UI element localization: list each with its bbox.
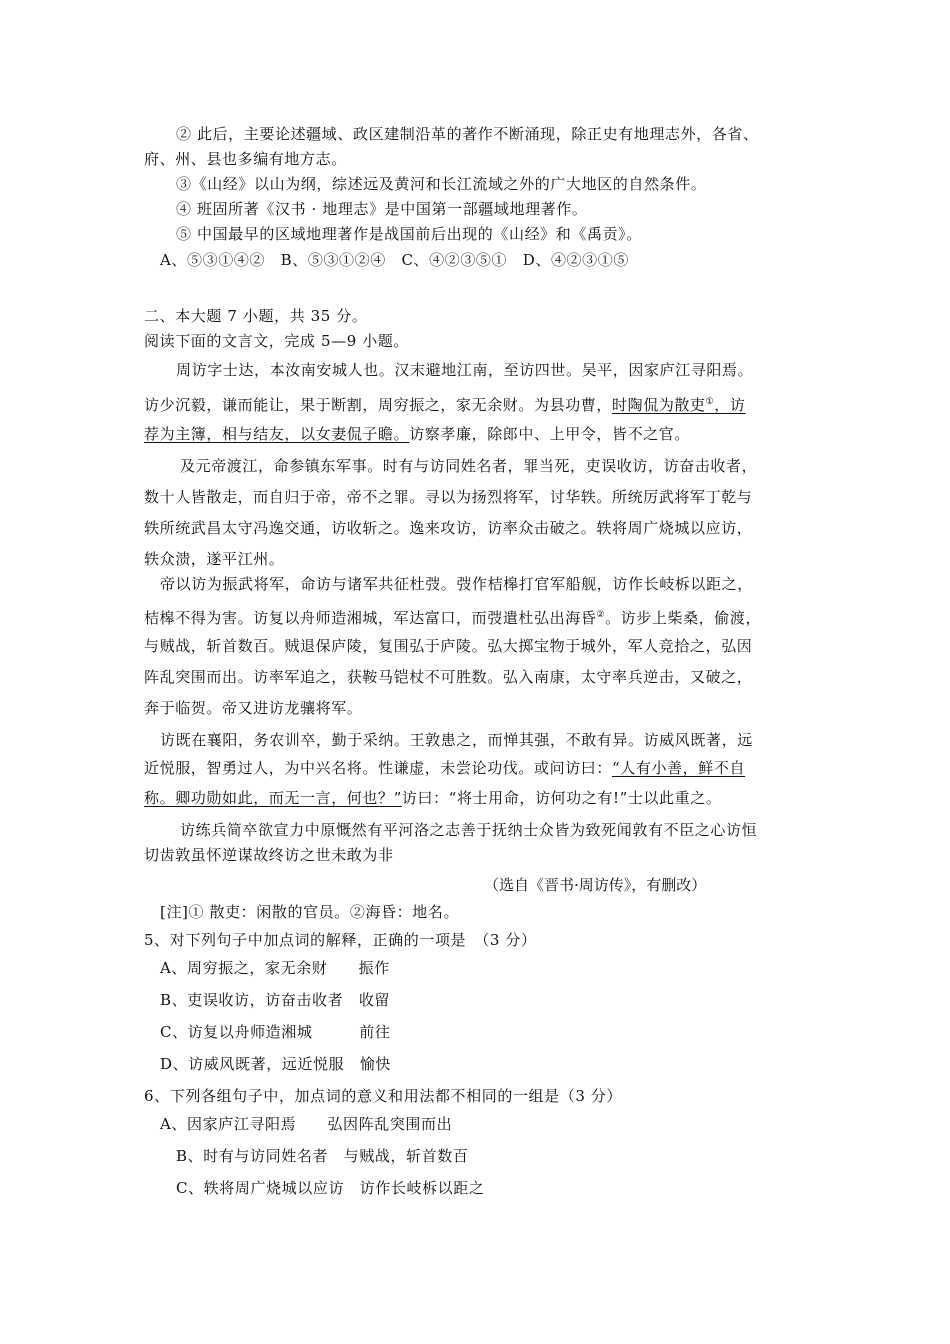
passage-p5-line1: 访练兵简卒欲宣力中原慨然有平河洛之志善于抚纳士众皆为致死闻敦有不臣之心访恒 bbox=[180, 821, 758, 839]
section2-heading: 二、本大题 7 小题，共 35 分。 bbox=[144, 307, 368, 325]
underlined-text-tail: ，访 bbox=[714, 396, 746, 414]
question5-option-b: B、吏误收访，访奋击收者 收留 bbox=[160, 991, 391, 1009]
passage-p3-line2 bbox=[144, 605, 761, 628]
passage-p3-line2-tail: 。访步上柴桑，偷渡， bbox=[605, 609, 762, 627]
question5-option-d: D、访威风既著，远近悦服 愉快 bbox=[160, 1055, 392, 1073]
question6-option-b: B、时有与访同姓名者 与贼战，斩首数百 bbox=[176, 1147, 469, 1165]
section2-instruction: 阅读下面的文言文，完成 5—9 小题。 bbox=[144, 332, 410, 350]
passage-p1-line3 bbox=[144, 424, 690, 444]
question6-option-c: C、轶将周广烧城以应访 访作长岐柝以距之 bbox=[176, 1179, 485, 1197]
question5-stem: 5、对下列句子中加点词的解释，正确的一项是 （3 分） bbox=[144, 931, 537, 949]
question6-option-a: A、因家庐江寻阳焉 弘因阵乱突围而出 bbox=[160, 1115, 453, 1133]
underlined-sentence-part2: 荐为主簿，相与结友，以女妻侃子瞻。 bbox=[144, 425, 410, 443]
question6-stem: 6、下列各组句子中，加点词的意义和用法都不相同的一组是（3 分） bbox=[144, 1087, 623, 1105]
passage-note: [注]① 散吏：闲散的官员。②海昏：地名。 bbox=[160, 903, 460, 921]
passage-p3-line2-text: 桔槔不得为害。访复以舟师造湘城，军达富口，而弢遣杜弘出海昏 bbox=[144, 609, 597, 627]
passage-p2-line4: 轶众溃，遂平江州。 bbox=[144, 550, 285, 568]
passage-p1-line2-text: 访少沉毅，谦而能让，果于断割，周穷振之，家无余财。为县功曹， bbox=[144, 396, 613, 414]
underlined-sentence-2-part1: “人有小善，鲜不自 bbox=[612, 759, 746, 777]
question5-option-c: C、访复以舟师造湘城 前往 bbox=[160, 1023, 391, 1041]
passage-p2-line2: 数十人皆散走，而自归于帝，帝不之罪。寻以为扬烈将军，讨华轶。所统厉武将军丁乾与 bbox=[144, 488, 753, 506]
passage-source: （选自《晋书·周访传》，有删改） bbox=[484, 876, 707, 894]
passage-p5-line2: 切齿敦虽怀逆谋故终访之世未敢为非 bbox=[144, 846, 394, 864]
passage-p3-line3: 与贼战，斩首数百。贼退保庐陵，复围弘于庐陵。弘大掷宝物于城外，军人竞拾之，弘因 bbox=[144, 637, 753, 655]
passage-p4-line3-text: 访曰：“将士用命，访何功之有!”士以此重之。 bbox=[401, 789, 722, 807]
option-item-2-line2: 府、州、县也多编有地方志。 bbox=[144, 150, 347, 168]
option-item-4: ④ 班固所著《汉书 · 地理志》是中国第一部疆域地理著作。 bbox=[176, 200, 588, 218]
passage-p4-line3 bbox=[144, 788, 721, 808]
underlined-sentence-part1 bbox=[612, 396, 745, 414]
question5-option-a: A、周穷振之，家无余财 振作 bbox=[160, 959, 390, 977]
passage-p4-line2 bbox=[144, 758, 745, 778]
passage-p2-line1: 及元帝渡江，命参镇东军事。时有与访同姓名者，罪当死，吏误收访，访奋击收者， bbox=[180, 457, 758, 475]
passage-p3-line5: 奔于临贺。帝又进访龙骧将军。 bbox=[144, 699, 363, 717]
option-item-2-line1: ② 此后，主要论述疆域、政区建制沿革的著作不断涌现，除正史有地理志外，各省、 bbox=[176, 125, 759, 143]
passage-p4-line2-text: 近悦服，智勇过人，为中兴名将。性谦虚，未尝论功伐。或问访曰： bbox=[144, 759, 613, 777]
passage-p1-line2 bbox=[144, 392, 746, 415]
passage-p2-line3: 轶所统武昌太守冯逸交通，访收斩之。逸来攻访，访率众击破之。轶将周广烧城以应访， bbox=[144, 519, 753, 537]
passage-p1-line1: 周访字士达，本汝南安城人也。汉末避地江南，至访四世。吴平，因家庐江寻阳焉。 bbox=[176, 361, 754, 379]
footnote-marker-2: ② bbox=[596, 610, 606, 620]
passage-p4-line1: 访既在襄阳，务农训卒，勤于采纳。王敦患之，而惮其强，不敢有异。访威风既著，远 bbox=[160, 731, 753, 749]
underlined-text: 时陶侃为散吏 bbox=[612, 396, 706, 414]
option-item-5: ⑤ 中国最早的区域地理著作是战国前后出现的《山经》和《禹贡》。 bbox=[176, 225, 642, 243]
footnote-marker-1: ① bbox=[705, 397, 715, 407]
passage-p3-line4: 阵乱突围而出。访率军追之，获鞍马铠杖不可胜数。弘入南康，太守率兵逆击，又破之， bbox=[144, 668, 753, 686]
option-item-3: ③《山经》以山为纲，综述远及黄河和长江流域之外的广大地区的自然条件。 bbox=[176, 175, 707, 193]
passage-p1-line3-text: 访察孝廉，除郎中、上甲令，皆不之官。 bbox=[409, 425, 691, 443]
passage-p3-line1: 帝以访为振武将军，命访与诸军共征杜弢。弢作桔槔打官军船舰，访作长岐柝以距之， bbox=[160, 575, 753, 593]
question4-choices: A、⑤③①④② B、⑤③①②④ C、④②③⑤① D、④②③①⑤ bbox=[160, 251, 629, 269]
underlined-sentence-2-part2: 称。卿功勋如此，而无一言，何也？” bbox=[144, 789, 402, 807]
